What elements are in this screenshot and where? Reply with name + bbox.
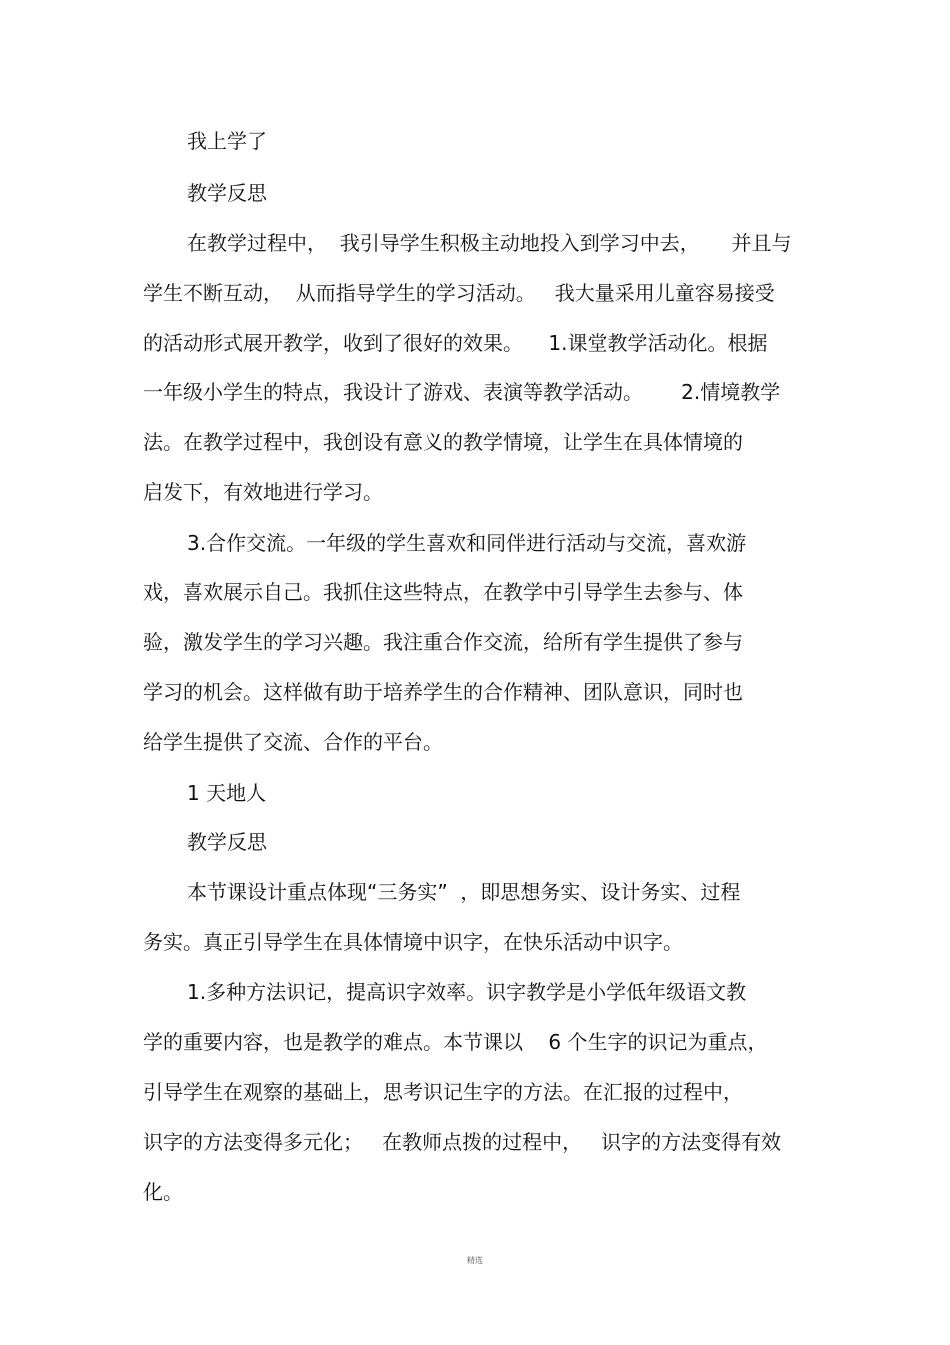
paragraph-line: 引导学生在观察的基础上，思考识记生字的方法。在汇报的过程中， <box>143 1080 743 1104</box>
paragraph-line: 学的重要内容，也是教学的难点。本节课以 6 个生字的识记为重点， <box>143 1030 768 1054</box>
paragraph-line: 戏，喜欢展示自己。我抓住这些特点，在教学中引导学生去参与、体 <box>143 580 743 604</box>
paragraph-line: 的活动形式展开教学，收到了很好的效果。 1.课堂教学活动化。根据 <box>143 331 768 355</box>
paragraph-line: 学习的机会。这样做有助于培养学生的合作精神、团队意识，同时也 <box>143 680 743 704</box>
paragraph-line: 一年级小学生的特点，我设计了游戏、表演等教学活动。 2.情境教学 <box>143 380 781 404</box>
paragraph-line: 启发下，有效地进行学习。 <box>143 480 383 504</box>
section-subtitle-2: 教学反思 <box>187 830 267 854</box>
section-title-1: 我上学了 <box>187 129 267 153</box>
paragraph-line: 识字的方法变得多元化； 在教师点拨的过程中， 识字的方法变得有效 <box>143 1130 782 1154</box>
paragraph-line: 法。在教学过程中，我创设有意义的教学情境，让学生在具体情境的 <box>143 430 743 454</box>
section-title-2: 1 天地人 <box>187 781 267 805</box>
paragraph-line: 在教学过程中， 我引导学生积极主动地投入到学习中去， 并且与 <box>187 231 792 255</box>
paragraph-line: 给学生提供了交流、合作的平台。 <box>143 730 443 754</box>
paragraph-line: 1.多种方法识记，提高识字效率。识字教学是小学低年级语文教 <box>187 980 747 1004</box>
paragraph-line: 务实。真正引导学生在具体情境中识字，在快乐活动中识字。 <box>143 930 683 954</box>
paragraph-line: 验，激发学生的学习兴趣。我注重合作交流，给所有学生提供了参与 <box>143 630 743 654</box>
paragraph-line: 化。 <box>143 1180 183 1204</box>
paragraph-line: 学生不断互动， 从而指导学生的学习活动。 我大量采用儿童容易接受 <box>143 281 775 305</box>
paragraph-line: 本节课设计重点体现“三务实” ，即思想务实、设计务实、过程 <box>187 880 741 904</box>
page-footer: 精选 <box>467 1256 483 1265</box>
paragraph-line: 3.合作交流。一年级的学生喜欢和同伴进行活动与交流，喜欢游 <box>187 531 747 555</box>
section-subtitle-1: 教学反思 <box>187 181 267 205</box>
